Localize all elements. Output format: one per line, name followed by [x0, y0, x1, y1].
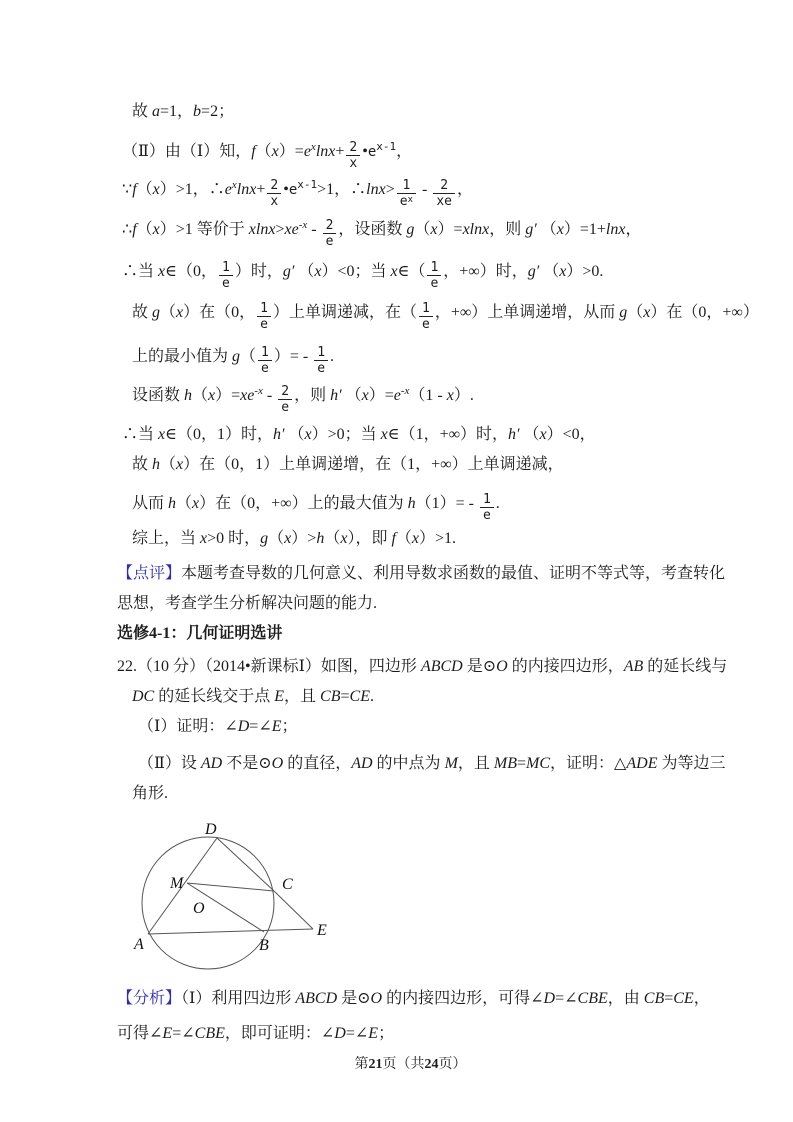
- text-segment: 思想，考查学生分析解决问题的能力.: [117, 595, 378, 612]
- fraction-denominator: e: [278, 399, 292, 415]
- text-segment: 为等边三: [657, 755, 726, 772]
- text-segment: $e^{x-1}$: [367, 140, 397, 160]
- tag-label: 【点评】: [117, 565, 182, 582]
- text-segment: ）=: [215, 387, 241, 404]
- text-segment: ）>1，∴: [159, 181, 225, 198]
- text-segment: $e^x$: [224, 179, 237, 198]
- geometry-figure-wrap: [108, 809, 713, 984]
- text-segment: x: [559, 263, 567, 280]
- text-segment: 是⊙: [337, 990, 371, 1007]
- text-segment: $xe^{-x}$: [284, 219, 308, 238]
- figure-label-D: D: [205, 821, 217, 838]
- text-segment: （: [414, 221, 431, 238]
- text-segment: ，证明：△: [550, 755, 627, 772]
- text-segment: .: [330, 348, 335, 365]
- text-segment: E: [274, 688, 285, 705]
- text-segment: g: [406, 221, 415, 238]
- text-segment: 上的最小值为: [132, 348, 233, 365]
- text-segment: ，则: [294, 387, 331, 404]
- text-segment: ）上单调递减，在（: [272, 304, 417, 321]
- tag-label: 【分析】: [117, 990, 182, 1007]
- text-segment: x: [208, 387, 216, 404]
- figure-label-A: A: [134, 936, 144, 953]
- text-segment: AD: [200, 755, 223, 772]
- text-segment: x: [158, 426, 166, 443]
- text-segment: x: [340, 530, 348, 547]
- text-segment: CB: [643, 990, 665, 1007]
- text-line: [132, 489, 713, 523]
- text-line: [132, 682, 713, 712]
- text-segment: D: [543, 990, 556, 1007]
- fraction: [480, 492, 494, 523]
- text-segment: x: [152, 221, 160, 238]
- text-segment: lnx: [366, 181, 386, 198]
- text-segment: a: [152, 103, 161, 120]
- text-segment: （Ⅰ）利用四边形: [181, 990, 296, 1007]
- text-segment: （: [136, 221, 153, 238]
- text-segment: ）>1 等价于: [159, 221, 249, 238]
- text-segment: .: [369, 688, 374, 705]
- text-segment: （: [176, 495, 193, 512]
- text-line: [132, 450, 713, 480]
- text-segment: .: [495, 495, 500, 512]
- text-segment: 的延长线交于点: [154, 688, 275, 705]
- text-line: [122, 257, 713, 291]
- text-segment: f: [132, 221, 137, 238]
- text-segment: ，: [693, 990, 710, 1007]
- fraction-numerator: 2: [325, 218, 334, 233]
- superscript: -x: [400, 385, 410, 397]
- text-segment: ，: [625, 221, 642, 238]
- text-segment: h: [152, 456, 161, 473]
- text-segment: （: [539, 263, 560, 280]
- fraction: [397, 178, 416, 211]
- text-segment: >1，∴: [317, 181, 367, 198]
- text-segment: ADE: [626, 755, 658, 772]
- text-segment: ABCD: [295, 990, 338, 1007]
- text-segment: ∴: [122, 221, 133, 238]
- text-segment: MB: [493, 755, 518, 772]
- text-segment: 的内接四边形，可得∠: [382, 990, 544, 1007]
- figure-segment-CE: [274, 891, 313, 929]
- text-segment: x: [430, 221, 438, 238]
- superscript: x-1: [376, 140, 397, 153]
- fraction: [323, 218, 337, 249]
- text-segment: 故: [132, 456, 153, 473]
- text-segment: lnx: [236, 181, 257, 198]
- text-segment: >: [275, 221, 285, 238]
- text-segment: ，即可证明：∠: [224, 1025, 335, 1042]
- text-segment: 不是⊙: [222, 755, 272, 772]
- text-line: [132, 381, 713, 415]
- text-segment: 从而: [132, 495, 169, 512]
- text-segment: （: [160, 456, 177, 473]
- text-segment: 的延长线与: [643, 658, 728, 675]
- text-segment: （: [294, 263, 315, 280]
- text-segment: xlnx: [462, 221, 490, 238]
- text-segment: （1）= -: [415, 495, 478, 512]
- text-segment: （Ⅱ）由（Ⅰ）知，: [122, 143, 252, 160]
- text-segment: ，且: [457, 755, 494, 772]
- text-segment: ）<0，: [546, 426, 596, 443]
- text-segment: ，: [456, 181, 473, 198]
- text-segment: x: [176, 304, 184, 321]
- fraction-numerator: 2: [281, 384, 290, 399]
- figure-segment-MC: [187, 883, 274, 891]
- fraction: [314, 345, 328, 376]
- text-segment: ）>1.: [419, 530, 457, 547]
- fraction-denominator: e: [219, 275, 233, 291]
- text-segment: E: [271, 718, 282, 735]
- text-segment: CE: [673, 990, 694, 1007]
- text-segment: =∠: [172, 1025, 195, 1042]
- text-segment: （: [627, 304, 644, 321]
- figure-label-E: E: [317, 922, 327, 939]
- text-segment: •: [283, 181, 289, 198]
- text-segment: （Ⅱ）设: [138, 755, 201, 772]
- text-segment: x: [192, 495, 200, 512]
- fraction-denominator: xe: [433, 193, 455, 209]
- text-line: [132, 298, 759, 332]
- text-segment: x: [284, 530, 292, 547]
- text-segment: 的中点为: [372, 755, 445, 772]
- text-segment: ）.: [453, 387, 474, 404]
- superscript: x: [310, 141, 316, 153]
- text-segment: h: [184, 387, 193, 404]
- text-segment: $e^{-x}$: [393, 385, 410, 404]
- figure-label-M: M: [170, 875, 184, 892]
- text-segment: f: [132, 181, 137, 198]
- text-segment: D: [237, 718, 250, 735]
- text-segment: ）=1+: [563, 221, 606, 238]
- text-segment: ）=: [368, 387, 394, 404]
- text-segment: x: [539, 426, 547, 443]
- text-segment: f: [251, 143, 256, 160]
- text-segment: （: [192, 387, 209, 404]
- text-segment: ）在（0，1）上单调递增，在（1，+∞）上单调递减，: [183, 456, 564, 473]
- text-segment: （: [341, 387, 362, 404]
- text-segment: D: [334, 1025, 346, 1042]
- text-segment: ；: [378, 1025, 395, 1042]
- text-segment: （: [136, 181, 153, 198]
- text-segment: 综上，当: [132, 530, 201, 547]
- text-segment: h′: [330, 387, 342, 404]
- fraction: [278, 384, 292, 415]
- circle-O: [142, 837, 274, 969]
- text-segment: ）>: [291, 530, 317, 547]
- text-segment: x: [200, 530, 208, 547]
- text-segment: g: [619, 304, 628, 321]
- text-segment: ∴当: [122, 263, 159, 280]
- text-segment: AD: [351, 755, 373, 772]
- text-segment: =∠: [555, 990, 578, 1007]
- text-segment: +: [335, 143, 345, 160]
- text-segment: ∈（0，1）时，: [165, 426, 273, 443]
- text-segment: O: [370, 990, 383, 1007]
- fraction-denominator: x: [267, 193, 281, 209]
- geometry-figure: [120, 809, 350, 984]
- text-segment: x: [271, 143, 279, 160]
- text-segment: O: [271, 755, 284, 772]
- text-segment: $e^{x-1}$: [288, 178, 318, 198]
- fraction-numerator: 2: [270, 178, 279, 193]
- fraction-denominator: $e^x$: [397, 193, 416, 211]
- text-segment: M: [444, 755, 458, 772]
- text-segment: ）>0.: [566, 263, 604, 280]
- fraction-numerator: 1: [317, 345, 326, 360]
- text-segment: b: [193, 103, 202, 120]
- figure-segment-DC: [217, 838, 274, 891]
- text-segment: ，则: [489, 221, 526, 238]
- text-segment: h′: [508, 426, 520, 443]
- text-line: [132, 342, 713, 376]
- text-segment: =∠: [249, 718, 272, 735]
- fraction-numerator: 1: [430, 260, 439, 275]
- text-segment: >: [385, 181, 395, 198]
- text-line: [117, 1019, 713, 1049]
- text-segment: ，设函数: [338, 221, 407, 238]
- text-segment: xlnx: [248, 221, 276, 238]
- text-segment: ；: [281, 718, 298, 735]
- text-line: [122, 175, 713, 209]
- fraction-denominator-sup: x: [407, 195, 413, 205]
- text-segment: 角形.: [132, 785, 169, 802]
- figure-label-B: B: [259, 937, 269, 954]
- text-segment: x: [643, 304, 651, 321]
- superscript: -x: [298, 219, 308, 231]
- text-segment: O: [496, 658, 508, 675]
- text-segment: ∵: [122, 181, 133, 198]
- text-segment: 本题考查导数的几何意义、利用导数求函数的最值、证明不等式等，考查转化: [181, 565, 726, 582]
- fraction: [219, 260, 233, 291]
- text-segment: x: [390, 263, 398, 280]
- text-segment: 21: [368, 1057, 383, 1072]
- text-segment: x: [304, 426, 312, 443]
- fraction: [433, 178, 455, 209]
- fraction-numerator: 1: [402, 178, 411, 193]
- text-segment: x: [380, 426, 388, 443]
- text-line: [117, 559, 726, 589]
- text-segment: E: [368, 1025, 379, 1042]
- text-segment: ，由: [607, 990, 644, 1007]
- text-segment: -: [262, 387, 277, 404]
- text-segment: =: [664, 990, 674, 1007]
- text-segment: h′: [272, 426, 285, 443]
- fraction-denominator: e: [257, 316, 271, 332]
- text-segment: 选修4-1：几何证明选讲: [117, 625, 283, 642]
- text-segment: =1，: [160, 103, 194, 120]
- text-segment: （: [395, 530, 412, 547]
- fraction-denominator: e: [314, 360, 328, 376]
- superscript: -x: [254, 385, 263, 397]
- figure-label-O: O: [193, 900, 205, 917]
- fraction-numerator: 1: [260, 301, 268, 316]
- text-segment: 故: [132, 304, 153, 321]
- text-segment: CBE: [194, 1025, 225, 1042]
- text-segment: MC: [526, 755, 551, 772]
- fraction-denominator: e: [258, 360, 272, 376]
- text-segment: ，+∞）时，: [443, 263, 528, 280]
- text-segment: x: [176, 456, 184, 473]
- fraction: [419, 301, 433, 332]
- text-segment: ，: [396, 143, 413, 160]
- text-segment: -: [417, 181, 432, 198]
- text-segment: （: [240, 348, 257, 365]
- text-segment: （1 -: [409, 387, 447, 404]
- fraction-denominator: x: [346, 155, 360, 171]
- text-segment: （: [536, 221, 557, 238]
- text-line: [138, 749, 726, 779]
- text-segment: CE: [349, 688, 370, 705]
- text-segment: g: [260, 530, 269, 547]
- text-segment: ）在（0，+∞）上的最大值为: [199, 495, 408, 512]
- text-segment: h: [168, 495, 177, 512]
- text-segment: h: [316, 530, 325, 547]
- text-segment: CBE: [577, 990, 608, 1007]
- text-segment: $xe^{-x}$: [240, 385, 263, 404]
- text-segment: •: [362, 143, 368, 160]
- text-line: [117, 619, 713, 649]
- text-segment: g′: [527, 263, 540, 280]
- fraction-numerator: 1: [422, 301, 430, 316]
- text-line: [138, 712, 713, 742]
- text-segment: x: [556, 221, 564, 238]
- text-segment: （: [284, 426, 305, 443]
- fraction-numerator: 2: [349, 140, 358, 155]
- text-segment: ）>0；当: [311, 426, 381, 443]
- text-segment: 故: [132, 103, 153, 120]
- text-segment: =∠: [345, 1025, 369, 1042]
- text-segment: 的直径，: [283, 755, 352, 772]
- text-segment: x: [152, 181, 160, 198]
- text-segment: =2；: [201, 103, 235, 120]
- text-segment: =: [340, 688, 350, 705]
- text-segment: （: [519, 426, 540, 443]
- text-segment: ∴当: [122, 426, 159, 443]
- text-segment: ）=: [278, 143, 304, 160]
- text-segment: lnx: [605, 221, 626, 238]
- text-segment: （: [255, 143, 272, 160]
- figure-segment-AE: [148, 929, 313, 934]
- text-segment: （: [324, 530, 341, 547]
- text-segment: g′: [525, 221, 537, 238]
- fraction-numerator: 1: [261, 345, 269, 360]
- text-segment: ，+∞）上单调递增，从而: [434, 304, 620, 321]
- text-line: [132, 97, 713, 127]
- text-segment: g: [152, 304, 161, 321]
- fraction: [267, 178, 281, 209]
- text-segment: x: [158, 263, 166, 280]
- text-segment: （Ⅰ）证明：∠: [138, 718, 238, 735]
- fraction: [258, 345, 272, 376]
- text-segment: g′: [282, 263, 295, 280]
- text-segment: ）在（0，: [183, 304, 256, 321]
- text-segment: （: [268, 530, 285, 547]
- text-segment: lnx: [315, 143, 336, 160]
- text-segment: ）在（0，+∞）: [650, 304, 759, 321]
- text-segment: -: [307, 221, 321, 238]
- text-segment: +: [256, 181, 266, 198]
- text-segment: ∈（0，: [165, 263, 217, 280]
- text-line: [117, 652, 728, 682]
- text-segment: 可得∠: [117, 1025, 163, 1042]
- text-segment: 是⊙: [462, 658, 497, 675]
- text-segment: ）<0；当: [321, 263, 391, 280]
- text-segment: AB: [623, 658, 644, 675]
- superscript: x-1: [297, 178, 318, 191]
- text-line: [132, 524, 713, 554]
- text-line: [122, 215, 713, 249]
- text-segment: h: [407, 495, 416, 512]
- text-line: [117, 589, 713, 619]
- fraction-numerator: 2: [440, 178, 449, 193]
- text-segment: f: [391, 530, 396, 547]
- text-segment: ，且: [284, 688, 321, 705]
- text-segment: 的内接四边形，: [507, 658, 624, 675]
- text-segment: 第: [354, 1057, 369, 1072]
- fraction: [257, 301, 271, 332]
- text-segment: ）= -: [273, 348, 313, 365]
- text-segment: x: [446, 387, 454, 404]
- text-segment: 22.（10 分）（2014•新课标Ⅰ）如图，四边形: [117, 658, 421, 675]
- text-segment: >0 时，: [207, 530, 261, 547]
- text-segment: ）时，: [234, 263, 283, 280]
- text-segment: ∈（1，+∞）时，: [387, 426, 509, 443]
- text-segment: ），即: [347, 530, 392, 547]
- text-segment: 页（共: [382, 1057, 425, 1072]
- text-segment: 设函数: [132, 387, 185, 404]
- text-segment: =: [517, 755, 527, 772]
- text-line: [122, 137, 713, 171]
- fraction: [427, 260, 441, 291]
- text-line: [122, 420, 713, 450]
- text-segment: E: [162, 1025, 173, 1042]
- fraction-numerator: 1: [221, 260, 230, 275]
- text-segment: ∈（: [397, 263, 426, 280]
- text-segment: x: [314, 263, 322, 280]
- text-segment: 页）: [438, 1057, 467, 1072]
- fraction-denominator: e: [427, 275, 441, 291]
- fraction-denominator: e: [419, 316, 433, 332]
- analysis-text-block: [108, 984, 713, 1077]
- fraction-numerator: 1: [482, 492, 491, 507]
- text-line: [117, 984, 713, 1014]
- text-line: [132, 779, 713, 809]
- text-segment: CB: [320, 688, 341, 705]
- text-segment: x: [361, 387, 369, 404]
- text-segment: 24: [424, 1057, 439, 1072]
- text-segment: $e^x$: [303, 141, 316, 160]
- text-segment: DC: [132, 688, 155, 705]
- superscript: x: [231, 179, 237, 191]
- text-segment: ）=: [437, 221, 463, 238]
- text-line: [108, 1053, 713, 1077]
- fraction-denominator: e: [323, 233, 337, 249]
- fraction: [346, 140, 360, 171]
- fraction-denominator: e: [480, 507, 494, 523]
- solution-text-block: [108, 97, 759, 809]
- figure-label-C: C: [282, 876, 293, 893]
- text-segment: g: [232, 348, 241, 365]
- text-segment: x: [411, 530, 420, 547]
- text-segment: （: [160, 304, 177, 321]
- text-segment: ABCD: [420, 658, 463, 675]
